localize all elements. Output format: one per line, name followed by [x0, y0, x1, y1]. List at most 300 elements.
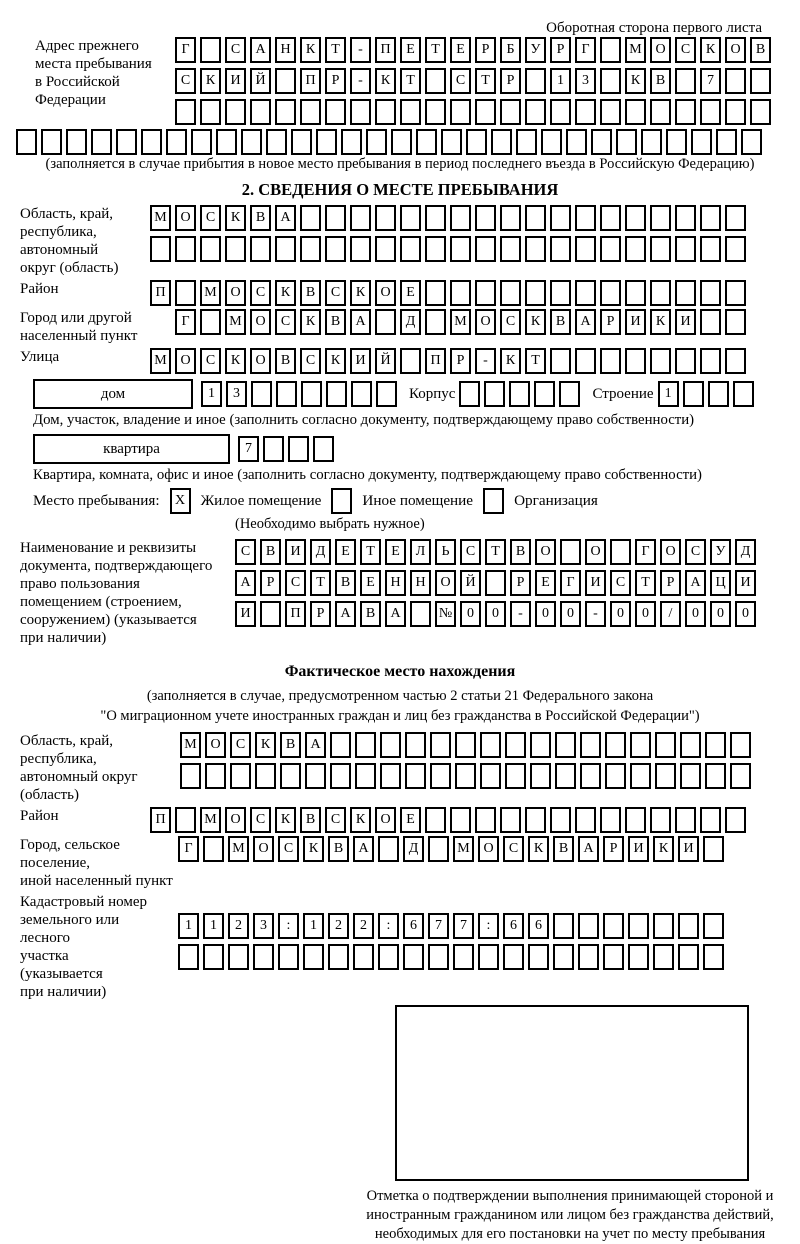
char-box[interactable] — [303, 944, 324, 970]
char-box[interactable]: М — [453, 836, 474, 862]
char-box[interactable]: О — [375, 280, 396, 306]
char-box[interactable] — [484, 381, 505, 407]
char-box[interactable]: Н — [410, 570, 431, 596]
char-box[interactable] — [500, 280, 521, 306]
char-box[interactable]: А — [350, 309, 371, 335]
char-box[interactable]: Т — [425, 37, 446, 63]
char-box[interactable] — [628, 913, 649, 939]
char-box[interactable]: Р — [325, 68, 346, 94]
char-box[interactable] — [475, 280, 496, 306]
char-box[interactable]: М — [180, 732, 201, 758]
char-box[interactable] — [675, 807, 696, 833]
char-box[interactable] — [605, 732, 626, 758]
char-box[interactable] — [301, 381, 322, 407]
char-box[interactable]: - — [475, 348, 496, 374]
house-type-box[interactable]: дом — [33, 379, 193, 409]
char-box[interactable]: Д — [403, 836, 424, 862]
char-box[interactable] — [705, 732, 726, 758]
char-box[interactable]: Г — [175, 37, 196, 63]
char-box[interactable]: Р — [600, 309, 621, 335]
char-box[interactable]: - — [350, 68, 371, 94]
char-box[interactable]: Т — [325, 37, 346, 63]
char-box[interactable] — [500, 205, 521, 231]
char-box[interactable] — [525, 99, 546, 125]
char-box[interactable]: Т — [475, 68, 496, 94]
char-box[interactable] — [455, 732, 476, 758]
char-box[interactable] — [630, 732, 651, 758]
char-box[interactable] — [525, 280, 546, 306]
char-box[interactable] — [353, 944, 374, 970]
char-box[interactable]: 6 — [403, 913, 424, 939]
char-box[interactable]: С — [250, 807, 271, 833]
char-box[interactable] — [650, 205, 671, 231]
char-box[interactable] — [625, 348, 646, 374]
char-box[interactable]: Е — [400, 37, 421, 63]
char-box[interactable] — [325, 236, 346, 262]
char-box[interactable] — [505, 763, 526, 789]
char-box[interactable] — [391, 129, 412, 155]
char-box[interactable]: В — [328, 836, 349, 862]
char-box[interactable] — [403, 944, 424, 970]
char-box[interactable] — [505, 732, 526, 758]
char-box[interactable] — [150, 236, 171, 262]
char-box[interactable]: О — [205, 732, 226, 758]
char-box[interactable] — [200, 309, 221, 335]
char-box[interactable]: К — [300, 309, 321, 335]
char-box[interactable] — [280, 763, 301, 789]
char-box[interactable] — [605, 763, 626, 789]
char-box[interactable] — [425, 99, 446, 125]
char-box[interactable]: О — [253, 836, 274, 862]
char-box[interactable] — [266, 129, 287, 155]
char-box[interactable] — [180, 763, 201, 789]
char-box[interactable]: К — [525, 309, 546, 335]
char-box[interactable] — [378, 836, 399, 862]
char-box[interactable] — [700, 280, 721, 306]
char-box[interactable]: К — [303, 836, 324, 862]
char-box[interactable] — [351, 381, 372, 407]
char-box[interactable]: 3 — [226, 381, 247, 407]
char-box[interactable]: К — [528, 836, 549, 862]
char-box[interactable]: Д — [310, 539, 331, 565]
char-box[interactable]: А — [275, 205, 296, 231]
char-box[interactable]: В — [250, 205, 271, 231]
char-box[interactable]: П — [375, 37, 396, 63]
char-box[interactable] — [116, 129, 137, 155]
char-box[interactable] — [516, 129, 537, 155]
char-box[interactable] — [250, 236, 271, 262]
char-box[interactable]: Т — [525, 348, 546, 374]
char-box[interactable] — [603, 944, 624, 970]
char-box[interactable]: С — [500, 309, 521, 335]
char-box[interactable] — [500, 99, 521, 125]
char-box[interactable]: Т — [485, 539, 506, 565]
char-box[interactable]: Р — [450, 348, 471, 374]
char-box[interactable]: О — [175, 205, 196, 231]
char-box[interactable]: И — [678, 836, 699, 862]
char-box[interactable]: : — [378, 913, 399, 939]
char-box[interactable] — [203, 836, 224, 862]
char-box[interactable]: 7 — [700, 68, 721, 94]
char-box[interactable]: 6 — [503, 913, 524, 939]
char-box[interactable]: О — [375, 807, 396, 833]
char-box[interactable]: О — [175, 348, 196, 374]
checkbox-other-premises[interactable] — [331, 488, 352, 514]
char-box[interactable] — [475, 99, 496, 125]
char-box[interactable] — [534, 381, 555, 407]
char-box[interactable] — [450, 280, 471, 306]
char-box[interactable]: Г — [178, 836, 199, 862]
char-box[interactable] — [700, 807, 721, 833]
char-box[interactable]: Й — [375, 348, 396, 374]
char-box[interactable]: Р — [660, 570, 681, 596]
char-box[interactable]: К — [325, 348, 346, 374]
char-box[interactable]: Р — [260, 570, 281, 596]
char-box[interactable] — [263, 436, 284, 462]
char-box[interactable]: К — [225, 348, 246, 374]
char-box[interactable] — [500, 236, 521, 262]
char-box[interactable] — [628, 944, 649, 970]
char-box[interactable] — [425, 68, 446, 94]
char-box[interactable] — [241, 129, 262, 155]
char-box[interactable]: О — [225, 807, 246, 833]
char-box[interactable] — [625, 280, 646, 306]
char-box[interactable] — [430, 763, 451, 789]
char-box[interactable]: Т — [360, 539, 381, 565]
char-box[interactable] — [375, 99, 396, 125]
char-box[interactable]: В — [650, 68, 671, 94]
char-box[interactable]: А — [335, 601, 356, 627]
char-box[interactable]: В — [360, 601, 381, 627]
char-box[interactable]: Е — [385, 539, 406, 565]
char-box[interactable]: Ь — [435, 539, 456, 565]
char-box[interactable] — [275, 99, 296, 125]
char-box[interactable]: К — [275, 807, 296, 833]
char-box[interactable]: И — [585, 570, 606, 596]
char-box[interactable] — [575, 99, 596, 125]
char-box[interactable] — [330, 763, 351, 789]
char-box[interactable]: / — [660, 601, 681, 627]
char-box[interactable]: А — [385, 601, 406, 627]
char-box[interactable] — [480, 763, 501, 789]
char-box[interactable]: В — [280, 732, 301, 758]
char-box[interactable] — [650, 99, 671, 125]
char-box[interactable] — [708, 381, 729, 407]
char-box[interactable] — [300, 236, 321, 262]
char-box[interactable]: 1 — [658, 381, 679, 407]
char-box[interactable] — [91, 129, 112, 155]
char-box[interactable]: Д — [400, 309, 421, 335]
char-box[interactable] — [428, 836, 449, 862]
char-box[interactable] — [375, 236, 396, 262]
char-box[interactable]: К — [350, 807, 371, 833]
char-box[interactable] — [253, 944, 274, 970]
char-box[interactable]: 7 — [428, 913, 449, 939]
char-box[interactable]: 7 — [453, 913, 474, 939]
char-box[interactable]: Т — [310, 570, 331, 596]
char-box[interactable] — [750, 68, 771, 94]
char-box[interactable] — [175, 236, 196, 262]
char-box[interactable] — [400, 99, 421, 125]
char-box[interactable] — [703, 836, 724, 862]
char-box[interactable] — [641, 129, 662, 155]
char-box[interactable] — [410, 601, 431, 627]
char-box[interactable] — [750, 99, 771, 125]
char-box[interactable] — [575, 348, 596, 374]
char-box[interactable] — [350, 236, 371, 262]
char-box[interactable] — [178, 944, 199, 970]
char-box[interactable] — [400, 205, 421, 231]
char-box[interactable]: - — [585, 601, 606, 627]
char-box[interactable] — [725, 309, 746, 335]
char-box[interactable] — [675, 236, 696, 262]
char-box[interactable] — [733, 381, 754, 407]
char-box[interactable] — [200, 99, 221, 125]
char-box[interactable]: Е — [450, 37, 471, 63]
char-box[interactable] — [725, 205, 746, 231]
char-box[interactable] — [725, 280, 746, 306]
char-box[interactable] — [325, 99, 346, 125]
char-box[interactable] — [316, 129, 337, 155]
char-box[interactable]: 1 — [178, 913, 199, 939]
char-box[interactable]: С — [285, 570, 306, 596]
char-box[interactable]: К — [200, 68, 221, 94]
char-box[interactable] — [291, 129, 312, 155]
char-box[interactable] — [425, 205, 446, 231]
char-box[interactable] — [200, 37, 221, 63]
char-box[interactable] — [341, 129, 362, 155]
char-box[interactable] — [525, 68, 546, 94]
char-box[interactable] — [203, 944, 224, 970]
char-box[interactable]: 0 — [535, 601, 556, 627]
char-box[interactable] — [305, 763, 326, 789]
char-box[interactable] — [450, 99, 471, 125]
char-box[interactable]: В — [335, 570, 356, 596]
char-box[interactable]: 0 — [710, 601, 731, 627]
char-box[interactable]: К — [700, 37, 721, 63]
char-box[interactable]: С — [450, 68, 471, 94]
char-box[interactable]: Е — [335, 539, 356, 565]
char-box[interactable]: К — [375, 68, 396, 94]
char-box[interactable] — [225, 99, 246, 125]
char-box[interactable]: 0 — [460, 601, 481, 627]
char-box[interactable]: 1 — [550, 68, 571, 94]
char-box[interactable] — [480, 732, 501, 758]
char-box[interactable] — [591, 129, 612, 155]
char-box[interactable]: К — [500, 348, 521, 374]
char-box[interactable]: С — [200, 348, 221, 374]
char-box[interactable]: В — [260, 539, 281, 565]
char-box[interactable] — [260, 601, 281, 627]
char-box[interactable] — [725, 348, 746, 374]
char-box[interactable]: С — [610, 570, 631, 596]
char-box[interactable]: М — [150, 205, 171, 231]
char-box[interactable]: Р — [510, 570, 531, 596]
char-box[interactable] — [300, 205, 321, 231]
char-box[interactable] — [278, 944, 299, 970]
char-box[interactable] — [703, 913, 724, 939]
char-box[interactable] — [600, 236, 621, 262]
char-box[interactable]: 0 — [485, 601, 506, 627]
char-box[interactable]: 2 — [353, 913, 374, 939]
char-box[interactable] — [425, 280, 446, 306]
char-box[interactable]: В — [325, 309, 346, 335]
char-box[interactable]: О — [478, 836, 499, 862]
char-box[interactable]: А — [353, 836, 374, 862]
char-box[interactable] — [725, 807, 746, 833]
char-box[interactable] — [700, 309, 721, 335]
char-box[interactable] — [175, 99, 196, 125]
char-box[interactable]: С — [235, 539, 256, 565]
char-box[interactable]: О — [660, 539, 681, 565]
char-box[interactable]: М — [225, 309, 246, 335]
char-box[interactable] — [655, 732, 676, 758]
char-box[interactable]: О — [435, 570, 456, 596]
char-box[interactable] — [700, 99, 721, 125]
char-box[interactable]: И — [350, 348, 371, 374]
char-box[interactable]: В — [275, 348, 296, 374]
char-box[interactable] — [580, 763, 601, 789]
char-box[interactable]: Т — [635, 570, 656, 596]
char-box[interactable] — [41, 129, 62, 155]
char-box[interactable]: М — [200, 280, 221, 306]
char-box[interactable]: 3 — [253, 913, 274, 939]
char-box[interactable]: Н — [275, 37, 296, 63]
char-box[interactable] — [703, 944, 724, 970]
char-box[interactable] — [675, 205, 696, 231]
char-box[interactable]: С — [300, 348, 321, 374]
char-box[interactable] — [650, 280, 671, 306]
char-box[interactable] — [553, 913, 574, 939]
char-box[interactable] — [475, 205, 496, 231]
char-box[interactable] — [478, 944, 499, 970]
char-box[interactable] — [225, 236, 246, 262]
char-box[interactable] — [313, 436, 334, 462]
char-box[interactable] — [416, 129, 437, 155]
char-box[interactable] — [325, 205, 346, 231]
char-box[interactable] — [275, 68, 296, 94]
char-box[interactable]: О — [650, 37, 671, 63]
char-box[interactable] — [66, 129, 87, 155]
char-box[interactable] — [550, 348, 571, 374]
char-box[interactable]: Г — [635, 539, 656, 565]
char-box[interactable] — [525, 807, 546, 833]
char-box[interactable]: А — [685, 570, 706, 596]
char-box[interactable]: Р — [310, 601, 331, 627]
char-box[interactable] — [205, 763, 226, 789]
char-box[interactable] — [355, 732, 376, 758]
char-box[interactable] — [625, 205, 646, 231]
char-box[interactable] — [375, 205, 396, 231]
char-box[interactable]: Р — [603, 836, 624, 862]
char-box[interactable]: И — [625, 309, 646, 335]
char-box[interactable] — [485, 570, 506, 596]
char-box[interactable]: Г — [575, 37, 596, 63]
char-box[interactable] — [250, 99, 271, 125]
char-box[interactable]: С — [250, 280, 271, 306]
char-box[interactable]: А — [305, 732, 326, 758]
char-box[interactable]: С — [675, 37, 696, 63]
char-box[interactable] — [378, 944, 399, 970]
char-box[interactable] — [503, 944, 524, 970]
char-box[interactable]: К — [350, 280, 371, 306]
char-box[interactable]: С — [175, 68, 196, 94]
char-box[interactable]: Е — [400, 280, 421, 306]
char-box[interactable] — [550, 236, 571, 262]
char-box[interactable] — [678, 944, 699, 970]
char-box[interactable]: И — [285, 539, 306, 565]
char-box[interactable]: В — [550, 309, 571, 335]
char-box[interactable] — [466, 129, 487, 155]
char-box[interactable]: 7 — [238, 436, 259, 462]
char-box[interactable]: Т — [400, 68, 421, 94]
char-box[interactable]: К — [300, 37, 321, 63]
char-box[interactable]: О — [725, 37, 746, 63]
char-box[interactable] — [566, 129, 587, 155]
char-box[interactable] — [16, 129, 37, 155]
char-box[interactable]: 0 — [735, 601, 756, 627]
char-box[interactable] — [425, 236, 446, 262]
char-box[interactable] — [330, 732, 351, 758]
char-box[interactable] — [653, 944, 674, 970]
char-box[interactable]: С — [460, 539, 481, 565]
char-box[interactable] — [678, 913, 699, 939]
char-box[interactable] — [610, 539, 631, 565]
char-box[interactable] — [705, 763, 726, 789]
char-box[interactable]: У — [525, 37, 546, 63]
char-box[interactable] — [716, 129, 737, 155]
char-box[interactable] — [275, 236, 296, 262]
char-box[interactable]: Е — [360, 570, 381, 596]
char-box[interactable]: И — [235, 601, 256, 627]
char-box[interactable]: О — [585, 539, 606, 565]
char-box[interactable]: В — [553, 836, 574, 862]
char-box[interactable]: Г — [175, 309, 196, 335]
char-box[interactable]: Б — [500, 37, 521, 63]
char-box[interactable]: К — [653, 836, 674, 862]
char-box[interactable]: С — [275, 309, 296, 335]
char-box[interactable] — [700, 348, 721, 374]
char-box[interactable]: К — [275, 280, 296, 306]
char-box[interactable] — [675, 348, 696, 374]
char-box[interactable] — [459, 381, 480, 407]
char-box[interactable] — [300, 99, 321, 125]
char-box[interactable]: Н — [385, 570, 406, 596]
char-box[interactable]: С — [325, 807, 346, 833]
char-box[interactable] — [453, 944, 474, 970]
char-box[interactable] — [525, 236, 546, 262]
char-box[interactable] — [575, 807, 596, 833]
checkbox-dwelling[interactable]: X — [170, 488, 191, 514]
char-box[interactable] — [405, 732, 426, 758]
char-box[interactable]: У — [710, 539, 731, 565]
char-box[interactable]: С — [503, 836, 524, 862]
char-box[interactable] — [475, 236, 496, 262]
char-box[interactable] — [400, 348, 421, 374]
char-box[interactable]: П — [285, 601, 306, 627]
char-box[interactable]: Е — [535, 570, 556, 596]
char-box[interactable] — [675, 99, 696, 125]
char-box[interactable] — [530, 763, 551, 789]
char-box[interactable] — [228, 944, 249, 970]
char-box[interactable]: 0 — [685, 601, 706, 627]
char-box[interactable] — [450, 205, 471, 231]
char-box[interactable]: Г — [560, 570, 581, 596]
char-box[interactable] — [625, 807, 646, 833]
char-box[interactable] — [350, 205, 371, 231]
char-box[interactable] — [288, 436, 309, 462]
char-box[interactable] — [578, 913, 599, 939]
